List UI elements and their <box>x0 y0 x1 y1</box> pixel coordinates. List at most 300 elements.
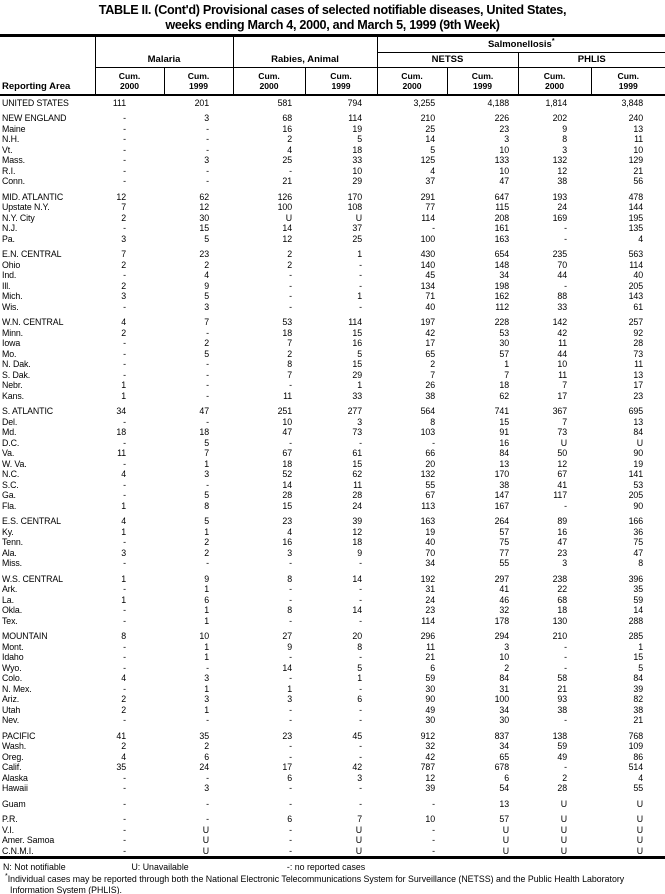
table-row <box>0 814 665 825</box>
value-cell: 2 <box>121 327 126 338</box>
salmonellosis-footnote-marker: * <box>551 37 555 45</box>
value-cell: - <box>123 113 126 123</box>
value-cell: 61 <box>352 448 363 458</box>
value-cell: 59 <box>633 594 644 605</box>
value-cell: 14 <box>425 134 436 144</box>
value-cell: 31 <box>499 683 510 694</box>
area-cell: Ohio <box>2 259 21 270</box>
value-cell: 7 <box>504 369 510 380</box>
value-cell: 135 <box>628 223 644 233</box>
value-cell: 24 <box>425 594 436 605</box>
value-cell: 12 <box>116 191 126 202</box>
value-cell: - <box>564 652 568 662</box>
area-cell: R.I. <box>2 165 16 176</box>
area-cell: La. <box>2 594 14 605</box>
value-cell: 39 <box>633 683 644 694</box>
value-cell: 56 <box>633 176 644 186</box>
value-cell: 2 <box>562 772 568 783</box>
value-cell: 30 <box>425 715 436 725</box>
value-cell: 5 <box>357 662 363 673</box>
value-cell: 38 <box>425 390 436 401</box>
value-cell: 138 <box>552 730 568 741</box>
value-cell: 109 <box>628 741 644 751</box>
value-cell: 8 <box>638 558 644 568</box>
value-cell: 30 <box>425 683 436 694</box>
value-cell: 5 <box>357 348 363 359</box>
value-cell: U <box>560 824 568 835</box>
value-cell: 3 <box>357 416 363 427</box>
value-cell: 24 <box>352 500 363 511</box>
value-cell: 15 <box>352 458 363 469</box>
value-cell: - <box>206 798 209 809</box>
value-cell: 228 <box>494 317 510 327</box>
value-cell: 23 <box>282 516 292 526</box>
value-cell: 197 <box>420 317 436 327</box>
table-row <box>0 548 665 559</box>
value-cell: - <box>123 490 126 500</box>
table-row <box>0 166 665 177</box>
value-cell: - <box>289 270 292 280</box>
table-row <box>0 176 665 187</box>
value-cell: - <box>564 715 568 725</box>
value-cell: - <box>289 783 292 793</box>
value-cell: 768 <box>628 730 644 741</box>
value-cell: 47 <box>199 406 209 416</box>
area-cell: Ind. <box>2 270 17 280</box>
value-cell: - <box>289 301 292 312</box>
col-group-netss: NETSS <box>377 53 518 68</box>
value-cell: 10 <box>633 144 644 155</box>
table-row <box>0 113 665 124</box>
value-cell: 34 <box>425 558 436 568</box>
table-row <box>0 391 665 402</box>
value-cell: 1 <box>204 458 209 469</box>
value-cell: - <box>206 479 209 490</box>
value-cell: 10 <box>499 652 510 662</box>
area-cell: Mich. <box>2 291 23 301</box>
value-cell: 143 <box>628 291 644 301</box>
value-cell: 1 <box>121 500 126 511</box>
value-cell: 18 <box>352 537 363 547</box>
value-cell: 25 <box>282 155 292 165</box>
value-cell: 226 <box>494 113 510 123</box>
area-cell: Ala. <box>2 547 17 558</box>
table-row <box>0 281 665 292</box>
area-cell: Del. <box>2 416 18 427</box>
value-cell: - <box>289 380 292 390</box>
table-row <box>0 213 665 224</box>
value-cell: - <box>432 845 436 856</box>
value-cell: 47 <box>557 537 568 547</box>
value-cell: U <box>636 824 644 835</box>
value-cell: - <box>123 416 126 427</box>
value-cell: - <box>289 715 292 725</box>
value-cell: 141 <box>628 469 644 479</box>
value-cell: 31 <box>425 584 436 594</box>
value-cell: 1 <box>638 641 644 652</box>
value-cell: - <box>359 594 363 605</box>
value-cell: U <box>560 814 568 824</box>
table-row <box>0 846 665 858</box>
table-row <box>0 124 665 135</box>
value-cell: 8 <box>287 605 292 615</box>
value-cell: 59 <box>425 673 436 683</box>
value-cell: - <box>123 144 126 155</box>
area-cell: E.S. CENTRAL <box>2 516 61 526</box>
value-cell: 170 <box>347 191 363 202</box>
value-cell: 205 <box>628 280 644 291</box>
value-cell: 82 <box>633 694 644 704</box>
value-cell: - <box>123 270 126 280</box>
value-cell: 14 <box>352 573 363 584</box>
value-cell: 67 <box>425 490 436 500</box>
area-cell: V.I. <box>2 824 14 835</box>
value-cell: 2 <box>430 359 436 369</box>
value-cell: - <box>289 704 292 715</box>
value-cell: 18 <box>116 427 126 437</box>
value-cell: 6 <box>357 694 363 704</box>
value-cell: - <box>289 652 292 662</box>
value-cell: 37 <box>425 176 436 186</box>
value-cell: 170 <box>494 469 510 479</box>
value-cell: - <box>289 673 292 683</box>
area-cell: Mont. <box>2 641 24 652</box>
value-cell: 3 <box>121 291 126 301</box>
value-cell: - <box>206 715 209 725</box>
value-cell: 132 <box>552 155 568 165</box>
value-cell: 14 <box>282 662 292 673</box>
area-cell: Okla. <box>2 605 23 615</box>
table-row <box>0 773 665 784</box>
value-cell: 37 <box>352 223 363 233</box>
table-row <box>0 370 665 381</box>
value-cell: 1,814 <box>545 97 568 108</box>
value-cell: 9 <box>287 641 292 652</box>
value-cell: 12 <box>557 458 568 469</box>
value-cell: 114 <box>348 113 363 123</box>
value-cell: - <box>123 359 126 369</box>
value-cell: - <box>206 144 209 155</box>
value-cell: 77 <box>499 547 510 558</box>
value-cell: - <box>206 134 209 144</box>
value-cell: 10 <box>557 359 568 369</box>
value-cell: 11 <box>634 359 644 369</box>
value-cell: 67 <box>557 469 568 479</box>
value-cell: 285 <box>628 631 644 641</box>
value-cell: 1 <box>504 359 510 369</box>
value-cell: 57 <box>499 526 510 537</box>
value-cell: 47 <box>499 176 510 186</box>
value-cell: 1 <box>204 652 209 662</box>
value-cell: 7 <box>562 380 568 390</box>
value-cell: 34 <box>499 741 510 751</box>
value-cell: 1 <box>121 594 126 605</box>
value-cell: 114 <box>421 615 436 626</box>
value-cell: 44 <box>557 348 568 359</box>
table-row <box>0 202 665 213</box>
value-cell: 117 <box>553 490 568 500</box>
value-cell: 130 <box>552 615 568 626</box>
value-cell: 167 <box>494 500 510 511</box>
area-cell: Fla. <box>2 500 17 511</box>
value-cell: - <box>289 741 292 751</box>
value-cell: 33 <box>557 301 568 312</box>
area-cell: Wash. <box>2 741 27 751</box>
value-cell: 38 <box>499 479 510 490</box>
footnote-note-marker: * <box>5 873 8 881</box>
area-cell: Ky. <box>2 526 14 537</box>
value-cell: 21 <box>557 683 568 694</box>
value-cell: 264 <box>494 516 510 526</box>
value-cell: - <box>123 772 126 783</box>
value-cell: 192 <box>420 573 436 584</box>
value-cell: 33 <box>352 155 363 165</box>
value-cell: 40 <box>425 537 436 547</box>
value-cell: - <box>206 165 209 176</box>
area-cell: Utah <box>2 704 21 715</box>
value-cell: 257 <box>628 317 644 327</box>
value-cell: 2 <box>287 249 292 259</box>
value-cell: 1 <box>204 526 209 537</box>
value-cell: 57 <box>499 348 510 359</box>
value-cell: - <box>123 683 126 694</box>
value-cell: 169 <box>552 212 568 223</box>
value-cell: 50 <box>557 448 568 458</box>
value-cell: U <box>502 835 510 845</box>
value-cell: 133 <box>494 155 510 165</box>
value-cell: 7 <box>204 317 209 327</box>
value-cell: 3 <box>204 673 209 683</box>
value-cell: 5 <box>204 516 209 526</box>
value-cell: 142 <box>552 317 568 327</box>
value-cell: 22 <box>557 584 568 594</box>
value-cell: 654 <box>494 249 510 259</box>
value-cell: - <box>359 270 363 280</box>
value-cell: - <box>432 835 436 845</box>
value-cell: 4 <box>121 751 126 762</box>
table-row <box>0 380 665 391</box>
table-header <box>0 36 665 95</box>
area-cell: Va. <box>2 448 15 458</box>
value-cell: - <box>206 558 209 568</box>
value-cell: 1 <box>121 526 126 537</box>
area-cell: NEW ENGLAND <box>2 113 67 123</box>
area-cell: W.N. CENTRAL <box>2 317 64 327</box>
area-cell: Oreg. <box>2 751 24 762</box>
table-row <box>0 406 665 417</box>
table-row <box>0 616 665 627</box>
value-cell: 10 <box>499 165 510 176</box>
value-cell: 2 <box>121 280 126 291</box>
value-cell: - <box>123 165 126 176</box>
value-cell: 40 <box>633 270 644 280</box>
value-cell: 19 <box>425 526 436 537</box>
value-cell: - <box>564 641 568 652</box>
value-cell: 3 <box>287 694 292 704</box>
value-cell: - <box>289 291 292 301</box>
col-header-cum-1: Cum. 2000 <box>95 68 164 95</box>
value-cell: 15 <box>352 359 363 369</box>
table-row <box>0 684 665 695</box>
value-cell: 1 <box>121 390 126 401</box>
value-cell: - <box>123 558 126 568</box>
area-cell: D.C. <box>2 437 20 448</box>
value-cell: 42 <box>557 327 568 338</box>
value-cell: - <box>432 223 436 233</box>
value-cell: U <box>636 845 644 856</box>
area-cell: Miss. <box>2 558 23 568</box>
table-row <box>0 527 665 538</box>
value-cell: 695 <box>628 406 644 416</box>
value-cell: 1 <box>121 380 126 390</box>
table-row <box>0 417 665 428</box>
value-cell: 93 <box>557 694 568 704</box>
value-cell: - <box>123 783 126 793</box>
value-cell: 13 <box>499 458 510 469</box>
col-header-cum-2: Cum. 1999 <box>164 68 233 95</box>
area-cell: Colo. <box>2 673 23 683</box>
value-cell: 113 <box>421 500 436 511</box>
value-cell: - <box>564 762 568 772</box>
value-cell: - <box>564 233 568 244</box>
value-cell: 114 <box>421 212 436 223</box>
value-cell: 14 <box>352 605 363 615</box>
value-cell: 3 <box>562 558 568 568</box>
value-cell: 18 <box>557 605 568 615</box>
value-cell: 2 <box>504 662 510 673</box>
value-cell: - <box>123 715 126 725</box>
value-cell: 100 <box>277 202 292 212</box>
value-cell: 86 <box>633 751 644 762</box>
value-cell: 7 <box>287 369 292 380</box>
value-cell: 65 <box>425 348 436 359</box>
value-cell: 9 <box>562 123 568 134</box>
area-cell: Md. <box>2 427 17 437</box>
value-cell: 129 <box>628 155 644 165</box>
value-cell: - <box>359 615 363 626</box>
value-cell: U <box>636 814 644 824</box>
legend-not-notifiable: N: Not notifiable <box>3 862 66 872</box>
value-cell: 15 <box>499 416 510 427</box>
area-cell: Conn. <box>2 176 25 186</box>
table-row <box>0 427 665 438</box>
value-cell: 8 <box>562 134 568 144</box>
col-header-cum-6: Cum. 1999 <box>447 68 518 95</box>
value-cell: 111 <box>112 97 126 108</box>
value-cell: 2 <box>204 259 209 270</box>
table-row <box>0 705 665 716</box>
value-cell: 166 <box>628 516 644 526</box>
value-cell: 7 <box>287 338 292 348</box>
value-cell: 21 <box>282 176 292 186</box>
value-cell: - <box>289 437 292 448</box>
value-cell: 21 <box>425 652 436 662</box>
value-cell: 163 <box>494 233 510 244</box>
value-cell: 73 <box>557 427 568 437</box>
area-cell: Vt. <box>2 144 13 155</box>
value-cell: 39 <box>425 783 436 793</box>
value-cell: U <box>560 845 568 856</box>
value-cell: 75 <box>633 537 644 547</box>
value-cell: 10 <box>199 631 209 641</box>
value-cell: 238 <box>552 573 568 584</box>
value-cell: 9 <box>204 573 209 584</box>
value-cell: U <box>636 798 644 809</box>
value-cell: 84 <box>633 427 644 437</box>
value-cell: U <box>355 212 363 223</box>
value-cell: 12 <box>282 233 292 244</box>
table-row <box>0 574 665 585</box>
value-cell: 4 <box>121 516 126 526</box>
area-cell: N.Y. City <box>2 212 35 223</box>
value-cell: 62 <box>199 191 209 202</box>
table-row <box>0 317 665 328</box>
value-cell: 11 <box>283 390 292 401</box>
value-cell: 90 <box>633 448 644 458</box>
value-cell: 27 <box>282 631 292 641</box>
value-cell: - <box>206 772 209 783</box>
col-header-cum-8: Cum. 1999 <box>591 68 665 95</box>
value-cell: 30 <box>199 212 209 223</box>
value-cell: 29 <box>352 176 363 186</box>
value-cell: 8 <box>430 416 436 427</box>
value-cell: 10 <box>425 814 436 824</box>
value-cell: - <box>564 662 568 673</box>
value-cell: 88 <box>557 291 568 301</box>
value-cell: 205 <box>628 490 644 500</box>
value-cell: - <box>123 458 126 469</box>
value-cell: 741 <box>494 406 510 416</box>
value-cell: 11 <box>558 369 568 380</box>
value-cell: 144 <box>628 202 644 212</box>
area-cell: Ark. <box>2 584 18 594</box>
value-cell: - <box>359 652 363 662</box>
table-row <box>0 741 665 752</box>
value-cell: 65 <box>499 751 510 762</box>
value-cell: 1 <box>204 615 209 626</box>
value-cell: 5 <box>204 233 209 244</box>
value-cell: 23 <box>633 390 644 401</box>
value-cell: 3 <box>562 144 568 155</box>
table-row <box>0 652 665 663</box>
value-cell: 38 <box>557 176 568 186</box>
value-cell: - <box>123 605 126 615</box>
value-cell: 162 <box>494 291 510 301</box>
value-cell: - <box>289 615 292 626</box>
area-cell: Ga. <box>2 490 16 500</box>
value-cell: 126 <box>277 191 292 202</box>
value-cell: 3 <box>204 694 209 704</box>
table-title-line1: TABLE II. (Cont'd) Provisional cases of selected notifiable diseases, United States, <box>98 3 567 17</box>
value-cell: 47 <box>282 427 292 437</box>
value-cell: 24 <box>199 762 209 772</box>
table-row <box>0 537 665 548</box>
value-cell: 11 <box>426 641 436 652</box>
value-cell: 42 <box>352 762 363 772</box>
value-cell: - <box>289 845 292 856</box>
value-cell: 26 <box>425 380 436 390</box>
value-cell: 84 <box>499 673 510 683</box>
value-cell: - <box>123 369 126 380</box>
value-cell: 21 <box>633 165 644 176</box>
value-cell: 277 <box>347 406 363 416</box>
value-cell: 28 <box>557 783 568 793</box>
col-header-cum-4: Cum. 1999 <box>305 68 377 95</box>
value-cell: 10 <box>499 144 510 155</box>
area-cell: N. Dak. <box>2 359 31 369</box>
area-cell: C.N.M.I. <box>2 845 34 856</box>
value-cell: 1 <box>204 704 209 715</box>
